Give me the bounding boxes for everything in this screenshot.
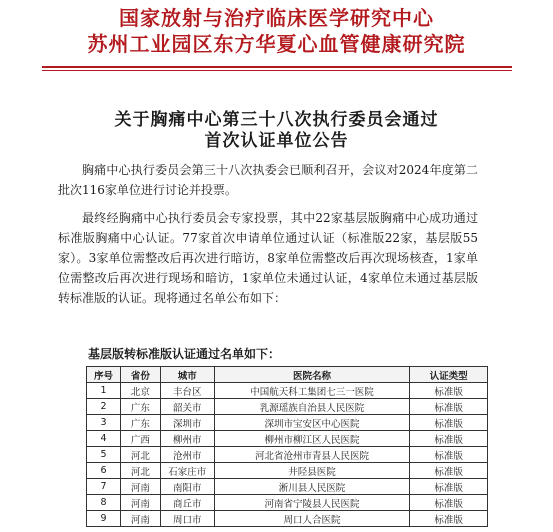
cell-index: 9 bbox=[87, 511, 121, 527]
cell-city: 商丘市 bbox=[160, 495, 214, 511]
cell-city: 深圳市 bbox=[160, 415, 214, 431]
cell-index: 8 bbox=[87, 495, 121, 511]
cell-city: 韶关市 bbox=[160, 399, 214, 415]
cell-province: 河北 bbox=[120, 463, 160, 479]
cell-cert-type: 标准版 bbox=[410, 447, 488, 463]
col-header-hospital: 医院名称 bbox=[214, 367, 410, 383]
col-header-type: 认证类型 bbox=[410, 367, 488, 383]
cell-hospital-name: 井陉县医院 bbox=[214, 463, 410, 479]
cell-province: 北京 bbox=[120, 383, 160, 399]
cell-city: 沧州市 bbox=[160, 447, 214, 463]
cell-index: 5 bbox=[87, 447, 121, 463]
table-body bbox=[87, 383, 488, 527]
letterhead-rule bbox=[42, 66, 512, 68]
cell-province: 河北 bbox=[120, 447, 160, 463]
letterhead bbox=[0, 6, 553, 56]
cell-cert-type: 标准版 bbox=[410, 415, 488, 431]
cell-province: 广东 bbox=[120, 415, 160, 431]
cell-cert-type: 标准版 bbox=[410, 511, 488, 527]
table-row bbox=[87, 463, 488, 479]
cell-hospital-name: 周口人合医院 bbox=[214, 511, 410, 527]
body-paragraph-1: 胸痛中心执行委员会第三十八次执委会已顺利召开，会议对2024年度第二批次116家单位进行讨论并投票。 bbox=[58, 163, 478, 197]
title-line2: 首次认证单位公告 bbox=[204, 131, 349, 151]
cell-cert-type: 标准版 bbox=[410, 495, 488, 511]
table-row bbox=[87, 495, 488, 511]
cell-index: 4 bbox=[87, 431, 121, 447]
cell-city: 柳州市 bbox=[160, 431, 214, 447]
table-row bbox=[87, 399, 488, 415]
cell-cert-type: 标准版 bbox=[410, 431, 488, 447]
cell-hospital-name: 柳州市柳江区人民医院 bbox=[214, 431, 410, 447]
cell-index: 1 bbox=[87, 383, 121, 399]
org-name-line1: 国家放射与治疗临床医学研究中心 bbox=[119, 6, 434, 30]
table-row bbox=[87, 447, 488, 463]
cell-index: 7 bbox=[87, 479, 121, 495]
table-header-row bbox=[87, 367, 488, 383]
letterhead-rule-thin bbox=[42, 70, 512, 71]
cell-province: 广东 bbox=[120, 399, 160, 415]
cell-hospital-name: 深圳市宝安区中心医院 bbox=[214, 415, 410, 431]
table-row bbox=[87, 415, 488, 431]
cell-city: 石家庄市 bbox=[160, 463, 214, 479]
cell-city: 周口市 bbox=[160, 511, 214, 527]
cell-index: 3 bbox=[87, 415, 121, 431]
table-caption: 基层版转标准版认证通过名单如下： bbox=[88, 347, 281, 361]
org-name-line2: 苏州工业园区东方华夏心血管健康研究院 bbox=[87, 32, 466, 56]
table-row bbox=[87, 511, 488, 527]
cell-hospital-name: 淅川县人民医院 bbox=[214, 479, 410, 495]
cell-province: 河南 bbox=[120, 511, 160, 527]
cell-hospital-name: 乳源瑶族自治县人民医院 bbox=[214, 399, 410, 415]
col-header-city: 城市 bbox=[160, 367, 214, 383]
announcement-title bbox=[0, 110, 553, 152]
cell-index: 6 bbox=[87, 463, 121, 479]
cell-cert-type: 标准版 bbox=[410, 463, 488, 479]
cell-city: 丰台区 bbox=[160, 383, 214, 399]
body-paragraph-2: 最终经胸痛中心执行委员会专家投票，其中22家基层版胸痛中心成功通过标准版胸痛中心认证。77家首次申请单位通过认证（标准版22家，基层版55家）。3家单位需整改后再次进行暗访，8家单位需整改后再次现场核查，1家单位需整改后再次进行现场和暗访，1家单位未通过认证，4家单位未通过基层版转标准版的认证。现将通过名单公布如下： bbox=[58, 211, 478, 305]
col-header-index: 序号 bbox=[87, 367, 121, 383]
table-row bbox=[87, 383, 488, 399]
cell-province: 广西 bbox=[120, 431, 160, 447]
cell-index: 2 bbox=[87, 399, 121, 415]
cell-hospital-name: 中国航天科工集团七三一医院 bbox=[214, 383, 410, 399]
cell-city: 南阳市 bbox=[160, 479, 214, 495]
cell-cert-type: 标准版 bbox=[410, 383, 488, 399]
col-header-province: 省份 bbox=[120, 367, 160, 383]
cell-province: 河南 bbox=[120, 479, 160, 495]
approved-hospitals-table bbox=[86, 366, 488, 527]
table-row bbox=[87, 431, 488, 447]
cell-hospital-name: 河北省沧州市青县人民医院 bbox=[214, 447, 410, 463]
cell-province: 河南 bbox=[120, 495, 160, 511]
cell-hospital-name: 河南省宁陵县人民医院 bbox=[214, 495, 410, 511]
title-line1: 关于胸痛中心第三十八次执行委员会通过 bbox=[114, 110, 439, 130]
cell-cert-type: 标准版 bbox=[410, 479, 488, 495]
cell-cert-type: 标准版 bbox=[410, 399, 488, 415]
table-row bbox=[87, 479, 488, 495]
